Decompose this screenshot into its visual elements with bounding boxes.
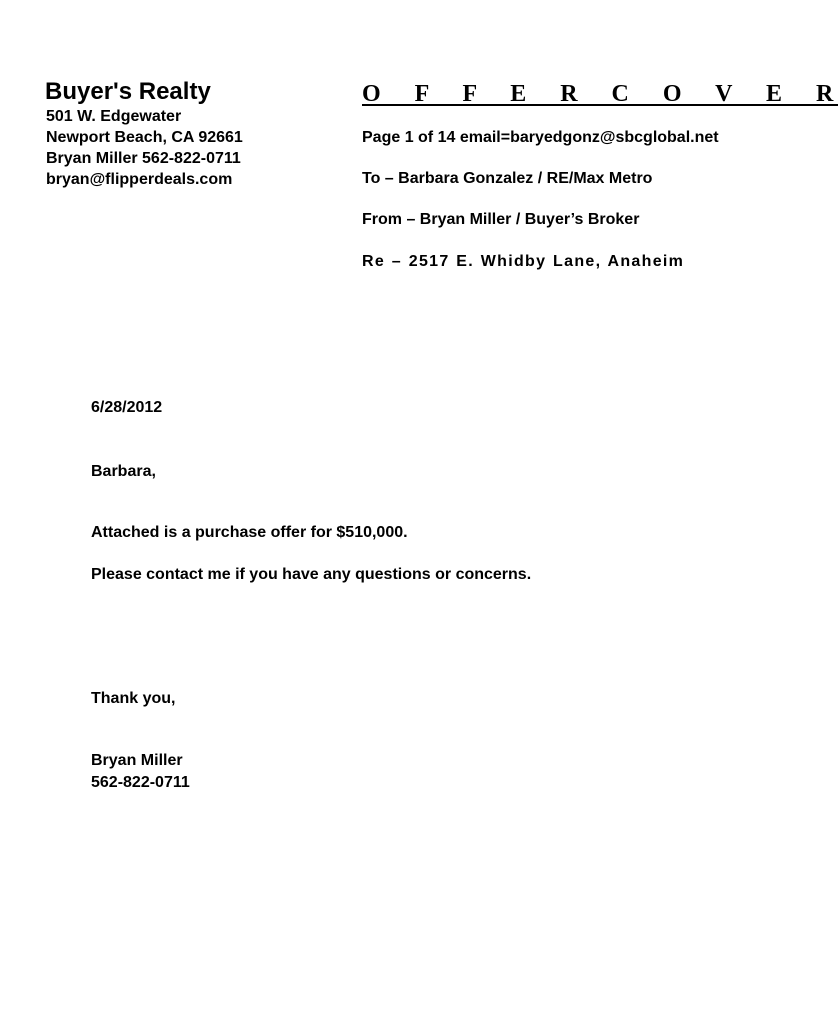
sender-email: bryan@flipperdeals.com: [46, 171, 233, 188]
to-line: To – Barbara Gonzalez / RE/Max Metro: [362, 170, 653, 187]
sender-agent-phone: Bryan Miller 562-822-0711: [46, 150, 241, 167]
letter-date: 6/28/2012: [91, 399, 163, 416]
signature-phone: 562-822-0711: [91, 774, 190, 791]
page-count-email: Page 1 of 14 email=baryedgonz@sbcglobal.net: [362, 129, 719, 146]
from-line: From – Bryan Miller / Buyer’s Broker: [362, 211, 640, 228]
company-name: Buyer's Realty: [45, 78, 211, 105]
sender-street: 501 W. Edgewater: [46, 108, 182, 125]
letter-body-offer: Attached is a purchase offer for $510,000.: [91, 524, 408, 541]
document-title: O F F E R C O V E R: [362, 81, 838, 107]
letter-closing: Thank you,: [91, 690, 176, 707]
letter-salutation: Barbara,: [91, 463, 156, 480]
re-line: Re – 2517 E. Whidby Lane, Anaheim: [362, 253, 685, 270]
signature-name: Bryan Miller: [91, 752, 183, 769]
sender-city: Newport Beach, CA 92661: [46, 129, 243, 146]
letter-body-contact: Please contact me if you have any questions or concerns.: [91, 566, 532, 583]
